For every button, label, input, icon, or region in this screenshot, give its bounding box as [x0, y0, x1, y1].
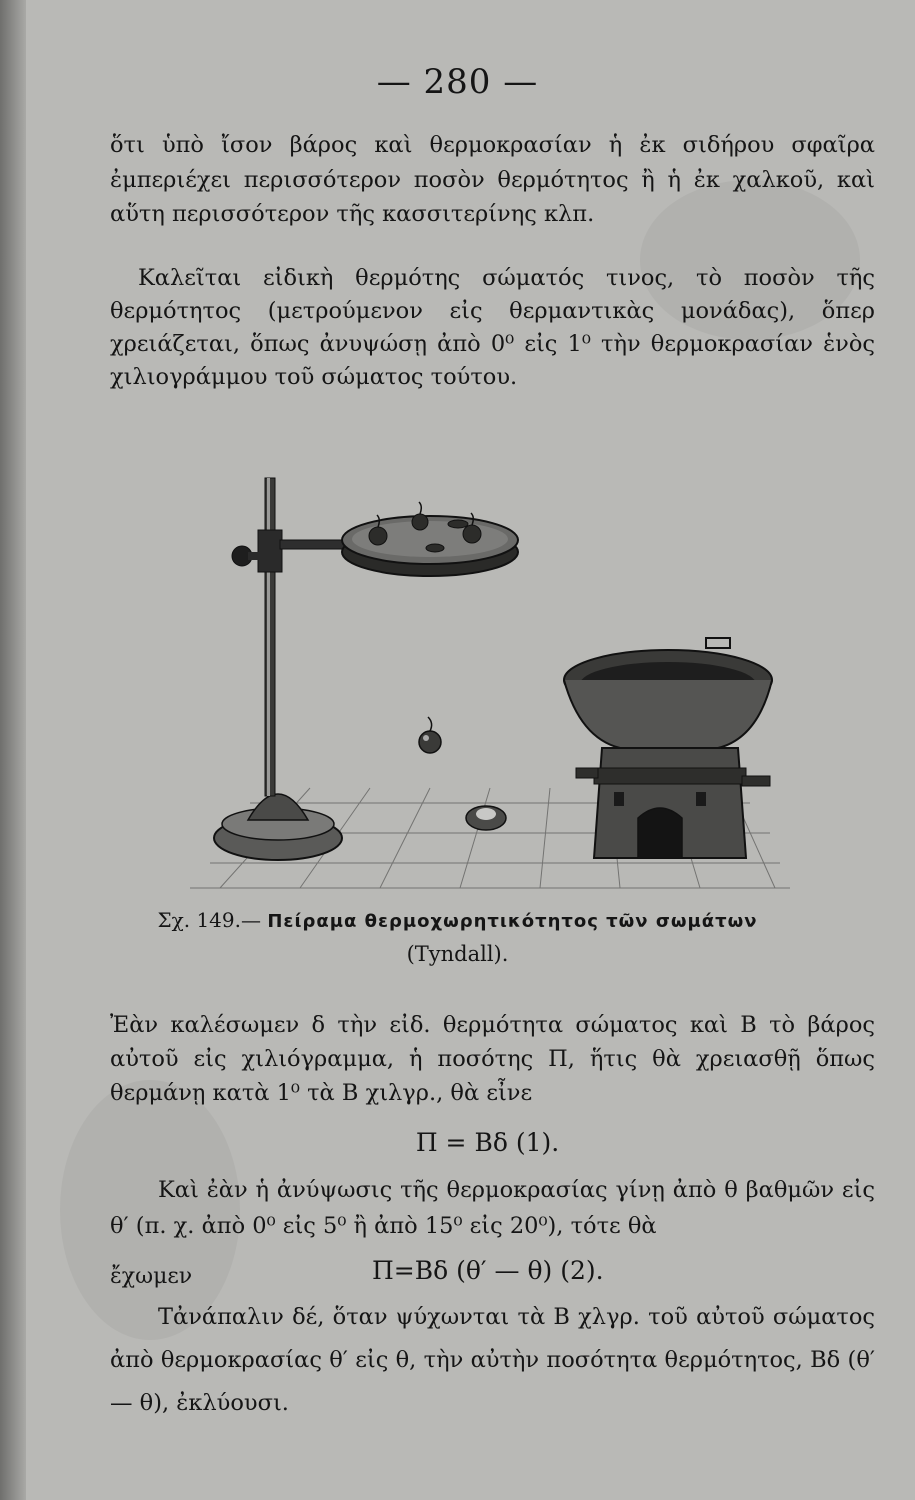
stove-handle-right — [742, 776, 770, 786]
cauldron-bowl — [564, 680, 772, 748]
stand-arm — [280, 540, 348, 549]
stand-rod-highlight — [267, 478, 270, 796]
figure-caption — [0, 908, 915, 932]
stove-band — [594, 768, 746, 784]
falling-ball — [419, 731, 441, 753]
equation-2-lead: ἔχωμεν — [110, 1264, 193, 1289]
paragraph-intro: ὅτι ὑπὸ ἴσον βάρος καὶ θερμοκρασίαν ἡ ἐκ σιδήρου σφαῖρα ἐμπεριέχει περισσότερον ποσὸν θερμότητος ἢ ἡ ἐκ χαλκοῦ, καὶ αὕτη περισσότερον τῆς κασσιτερίνης κλπ. — [110, 132, 875, 227]
stand-base-dome — [248, 794, 308, 820]
paragraph-specific-heat-definition: Καλεῖται εἰδικὴ θερμότης σώματός τινος, τὸ ποσὸν τῆς θερμότητος (μετρούμενον εἰς θερμαντικὰς μονάδας), ὅπερ χρειάζεται, ὅπως ἀνυψώσῃ ἀπὸ 0⁰ εἰς 1⁰ τὴν θερμοκρασίαν ἑνὸς χιλιογράμμου τοῦ σώματος τούτου. — [110, 265, 875, 390]
paragraph-temperature-rise: Καὶ ἐὰν ἡ ἀνύψωσις τῆς θερμοκρασίας γίνῃ ἀπὸ θ βαθμῶν εἰς θ′ (π. χ. ἀπὸ 0⁰ εἰς 5⁰ ἢ ἀπὸ 15⁰ εἰς 20⁰), τότε θὰ — [110, 1177, 875, 1239]
figure-credit: (Tyndall). — [406, 942, 509, 966]
figure-label: Σχ. 149.— — [157, 908, 261, 932]
equation-2-row — [110, 1256, 875, 1296]
stove-handle-left — [576, 768, 598, 778]
figure-title: Πείραμα θερμοχωρητικότητος τῶν σωμάτων — [267, 911, 758, 932]
stand-clamp — [258, 530, 282, 572]
clamp-screw — [248, 552, 260, 560]
equation-2: Π=Βδ (θ′ — θ) (2). — [372, 1256, 604, 1285]
equation-1: Π = Βδ (1). — [415, 1128, 560, 1157]
page-edge-shadow — [0, 0, 26, 1500]
page-number: — 280 — — [376, 62, 539, 102]
paragraph-quantity-definition: Ἐὰν καλέσωμεν δ τὴν εἰδ. θερμότητα σώματος καὶ Β τὸ βάρος αὐτοῦ εἰς χιλιόγραμμα, ἡ ποσότης Π, ἥτις θὰ χρειασθῇ ὅπως θερμάνῃ κατὰ 1⁰ τὰ Β χιλγρ., θὰ εἶνε — [110, 1012, 875, 1106]
tyndall-experiment-illustration — [190, 468, 790, 898]
cauldron-handle — [706, 638, 730, 648]
stove-door — [638, 808, 682, 858]
paragraph-cooling: Τἀνάπαλιν δέ, ὅταν ψύχωνται τὰ Β χλγρ. τοῦ αὐτοῦ σώματος ἀπὸ θερμοκρασίας θ′ εἰς θ, τὴν αὐτὴν ποσότητα θερμότητος, Βδ (θ′ — θ), ἐκλύουσι. — [110, 1304, 875, 1416]
